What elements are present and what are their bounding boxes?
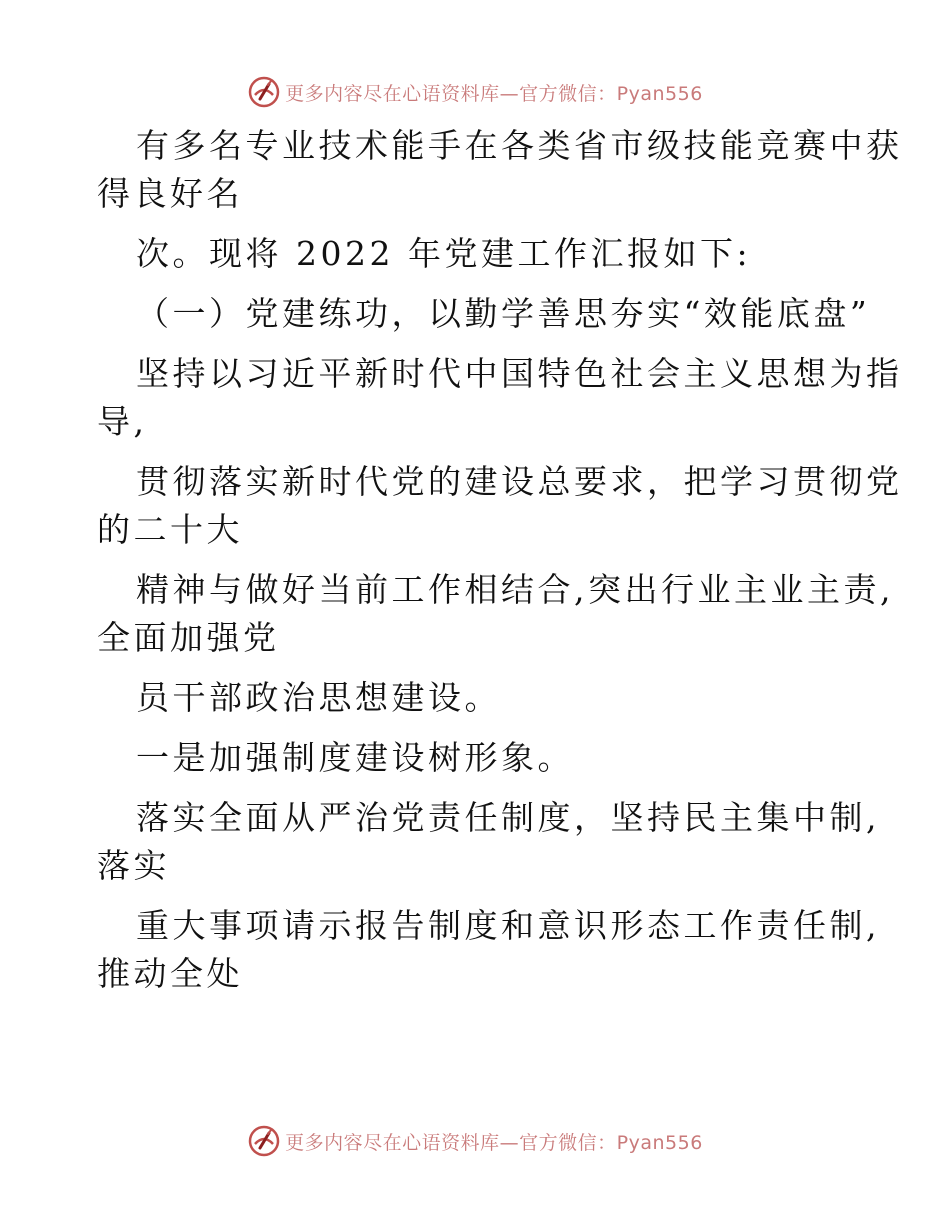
- header-watermark: [0, 72, 950, 112]
- paragraph-line: 次。现将 2022 年党建工作汇报如下:: [136, 234, 752, 273]
- document-body: [97, 122, 903, 998]
- watermark-wechat-text: 官方微信：Pyan556: [519, 1131, 703, 1154]
- paragraph-line: 员干部政治思想建设。: [136, 678, 501, 717]
- paragraph-line: 推动全处: [97, 954, 243, 993]
- paragraph-line: 精神与做好当前工作相结合,突出行业主业主责,: [136, 570, 894, 609]
- watermark-dash: —: [499, 1131, 520, 1154]
- paragraph-line: 落实: [97, 846, 170, 885]
- paragraph-line: 的二十大: [97, 510, 243, 549]
- paragraph-line: 坚持以习近平新时代中国特色社会主义思想为指: [136, 354, 903, 393]
- paragraph-line: 贯彻落实新时代党的建设总要求，把学习贯彻党: [136, 462, 903, 501]
- paragraph-line: 落实全面从严治党责任制度，坚持民主集中制,: [136, 798, 880, 837]
- paragraph-line: 有多名专业技术能手在各类省市级技能竞赛中获: [136, 126, 903, 165]
- paragraph-line: 导,: [97, 402, 148, 441]
- watermark-text: [285, 79, 703, 106]
- watermark-text: [285, 1128, 703, 1155]
- watermark-dash: —: [499, 82, 520, 105]
- paragraph-line: 一是加强制度建设树形象。: [136, 738, 574, 777]
- watermark-site-text: 更多内容尽在心语资料库: [285, 1131, 500, 1154]
- book-pen-logo-icon: [247, 1124, 281, 1158]
- watermark-wechat-text: 官方微信：Pyan556: [519, 82, 703, 105]
- paragraph-line: （一）党建练功，以勤学善思夯实“效能底盘”: [136, 294, 871, 333]
- book-pen-logo-icon: [247, 75, 281, 109]
- paragraph-line: 重大事项请示报告制度和意识形态工作责任制,: [136, 906, 880, 945]
- watermark-site-text: 更多内容尽在心语资料库: [285, 82, 500, 105]
- footer-watermark: [0, 1121, 950, 1161]
- paragraph-line: 全面加强党: [97, 618, 280, 657]
- paragraph-line: 得良好名: [97, 174, 243, 213]
